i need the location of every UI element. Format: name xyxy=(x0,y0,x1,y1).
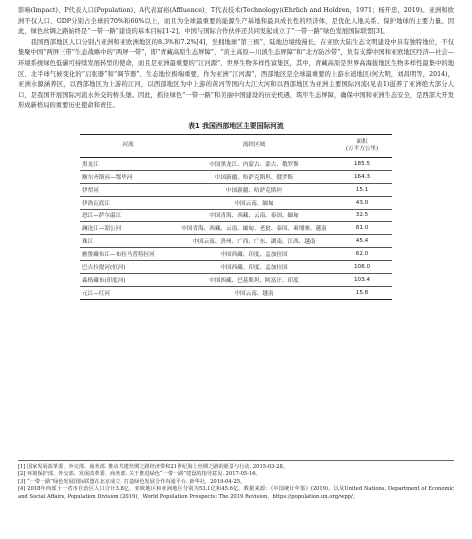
header-area-line1: 面积 xyxy=(356,138,368,145)
table-header-row xyxy=(80,134,392,157)
river-basin: 中国云南、贵州、广西、广东、湖南、江西、越南 xyxy=(192,239,316,246)
river-area: 164.3 xyxy=(353,173,370,180)
river-name: 澜沧江—湄公河 xyxy=(82,226,122,233)
footnote-4: [4] 2018年西部十一省市自治区人口合计3.8亿，亚欧地区和亚洲地区分别为53.1亿和45.6亿。数据来源：《中国统计年鉴》(2019)，以及United Nations, Department of Economic and Social Affairs, Population Division (2019)，World Population Prospects: The 2019 Revision，https://population.un.org/wpp/。 xyxy=(18,486,454,500)
river-basin: 中国青海、西藏、云南、缅甸、老挝、泰国、柬埔寨、越南 xyxy=(181,226,327,233)
body-paragraph-1: 影响(Impact)、P代表人口(Population)、A代表富裕(Affluence)、T代表技术(Technology)(Ehrlich and Holdren，1971；杨开忠，2019)。亚洲和欧洲不仅人口、GDP分别占全球的70%和60%以上，而且为全球最重要的能源生产基地和最具成长性的经济体，是优化人地关系、保护地球的主要力量。因此，绿色丝绸之路始终是“一带一路”建设的基本目标[1-2]，中国与国际合作伙伴还共同发起成立了“一带一路”绿色发展国际联盟[3]。 xyxy=(18,7,454,36)
river-name: 伊犁河 xyxy=(82,187,99,194)
river-area: 32.5 xyxy=(355,212,369,219)
header-area-line2: (万平方公里) xyxy=(345,145,379,152)
river-name: 森格藏布(印度河) xyxy=(82,277,126,284)
table-row xyxy=(80,196,392,209)
river-name: 伊洛瓦底江 xyxy=(82,200,110,207)
river-name: 巴吉拉提河(恒河) xyxy=(82,265,126,271)
table-caption: 表1 我国西部地区主要国际河流 xyxy=(188,121,284,130)
table-row xyxy=(80,273,392,286)
river-basin: 中国云南、越南 xyxy=(234,290,274,297)
river-area: 103.4 xyxy=(353,276,370,283)
table-row xyxy=(80,209,392,222)
river-basin: 中国西藏、印度、孟加拉国 xyxy=(220,252,288,259)
header-river: 河流 xyxy=(122,142,134,149)
river-name: 元江—红河 xyxy=(82,290,110,297)
river-area: 45.4 xyxy=(355,238,369,245)
table-row xyxy=(80,157,392,170)
body-paragraph-2: 我国西部地区人口分别占亚洲和亚欧洲地区的8.3%和7.2%[4]，坐拥地球“第三极”，陆地边境线漫长，在亚欧大陆生态文明建设中具有独特地位，不仅集聚中国“两屏三带”生态战略中的“两屏一带”，即“青藏高原生态屏障”、“黄土高原—川滇生态屏障”和“北方防沙带”，负有支撑中国和亚欧地区经济—社会—环境系统绿色低碳可持续发展转型的使命，而且是亚洲最重要的“江河源”、世界生物多样性富集区，其中，青藏高原是世界高海拔地区生物多样性最集中的地区、北半球气候变化的“启张器”和“调节器”、生态地位极端重要，作为亚洲“江河源”，西部地区是全球最重要的上游水道地区(何大明，刘昌明等，2014)，亚洲水源涵养区，以西部地区为上游的江河，以西部地区为中上游的黄河等国内大江大河和以西部地区为亚洲主要国际河流(见表1)滋养了亚洲绝大部分人口，是我国开展国际河流水外交的桥头堡。因此，抓住绿色“一带一路”和美丽中国建设的历史机遇，筑牢生态屏障，确保中国和亚洲生态安全，是西部大开发形成新格局的重要历史使命和责任。 xyxy=(18,38,454,110)
table-row xyxy=(80,222,392,235)
table-row xyxy=(80,170,392,183)
river-area: 15.8 xyxy=(355,289,369,296)
rivers-table xyxy=(80,134,392,300)
river-basin: 中国新疆、哈萨克斯坦、俄罗斯 xyxy=(214,174,294,181)
river-area: 62.0 xyxy=(355,251,369,258)
river-area: 15.1 xyxy=(355,186,369,193)
footnote-2: [2] 环境保护部、外交部、发展改革委、商务部. 关于推进绿色“一带一路”建设的指导意见. 2017-05-16。 xyxy=(18,471,261,478)
table-row xyxy=(80,183,392,196)
river-area: 185.5 xyxy=(353,160,370,167)
river-name: 额尔齐斯河—鄂毕河 xyxy=(82,174,133,181)
table-row xyxy=(80,286,392,299)
table-row xyxy=(80,261,392,274)
river-basin: 中国新疆、哈萨克斯坦 xyxy=(226,187,282,194)
river-basin: 中国云南、缅甸 xyxy=(234,200,274,207)
river-basin: 中国西藏、巴基斯坦、阿富汗、印度 xyxy=(209,277,299,284)
footnote-3: [3] “一带一路”绿色发展国际联盟在北京成立. 打造绿色发展合作沟通平台. 新华社，2019-04-25。 xyxy=(18,478,246,485)
table-row xyxy=(80,235,392,248)
table-row xyxy=(80,248,392,261)
river-area: 81.0 xyxy=(355,225,369,232)
river-area: 108.0 xyxy=(353,264,370,270)
paper-page xyxy=(18,6,454,300)
river-name: 珠江 xyxy=(82,239,94,246)
river-name: 雅鲁藏布江—布拉马普特拉河 xyxy=(82,252,155,259)
river-name: 怒江—萨尔温江 xyxy=(82,213,122,220)
river-basin: 中国西藏、印度、孟加拉国 xyxy=(220,265,288,271)
river-name: 黑龙江 xyxy=(82,161,99,168)
header-basin: 流经区域 xyxy=(242,142,266,149)
footnotes xyxy=(18,460,454,501)
river-basin: 中国黑龙江、内蒙古、蒙古、俄罗斯 xyxy=(209,161,299,168)
header-area xyxy=(332,134,392,157)
river-area: 43.0 xyxy=(355,199,369,206)
footnote-1: [1] 国家发展改革委、外交部、商务部. 推动共建丝绸之路经济带和21世纪海上丝绸之路的愿景与行动. 2015-03-28。 xyxy=(18,464,288,470)
river-basin: 中国青海、西藏、云南、泰国、缅甸 xyxy=(209,213,299,220)
